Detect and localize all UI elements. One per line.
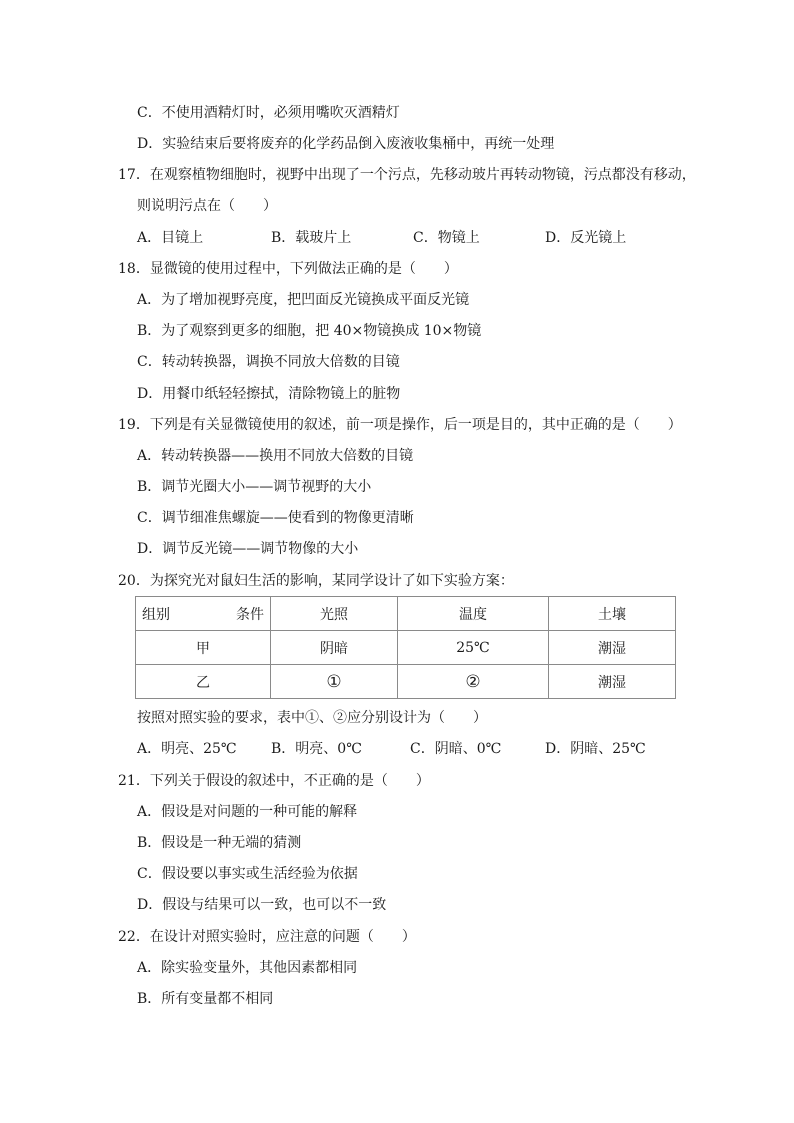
q19-option-b: B．调节光圈大小——调节视野的大小: [137, 479, 372, 495]
header-light: 光照: [271, 597, 398, 631]
q19-option-a: A．转动转换器——换用不同放大倍数的目镜: [137, 448, 414, 464]
q16-option-d: D．实验结束后要将废弃的化学药品倒入废液收集桶中，再统一处理: [137, 136, 555, 152]
q20-option-d: D．阴暗、25℃: [545, 741, 646, 757]
experiment-table: [135, 596, 676, 699]
q17-stem-cont: 则说明污点在（ ）: [137, 198, 277, 214]
q18-option-b: B．为了观察到更多的细胞，把 40×物镜换成 10×物镜: [137, 323, 482, 339]
q19-stem: 19．下列是有关显微镜使用的叙述，前一项是操作，后一项是目的，其中正确的是（ ）: [118, 417, 682, 433]
q20-option-c: C．阴暗、0℃: [410, 741, 502, 757]
q17-option-a: A．目镜上: [137, 230, 204, 246]
q18-option-d: D．用餐巾纸轻轻擦拭，清除物镜上的脏物: [137, 386, 401, 402]
q21-option-d: D．假设与结果可以一致，也可以不一致: [137, 897, 387, 913]
q17-stem: 17．在观察植物细胞时，视野中出现了一个污点，先移动玻片再转动物镜，污点都没有移动，: [118, 167, 696, 183]
q20-option-b: B．明亮、0℃: [271, 741, 362, 757]
table-row: [136, 631, 676, 665]
table-header-group-condition: [136, 597, 271, 631]
q21-stem: 21．下列关于假设的叙述中，不正确的是（ ）: [118, 773, 430, 789]
q21-option-c: C．假设要以事实或生活经验为依据: [137, 866, 358, 882]
table-row: [136, 665, 676, 699]
row-temperature: 25℃: [397, 631, 548, 665]
header-group-label: 组别: [142, 606, 170, 623]
row-soil: 潮湿: [548, 631, 675, 665]
q19-option-c: C．调节细准焦螺旋——使看到的物像更清晰: [137, 510, 414, 526]
q22-stem: 22．在设计对照实验时，应注意的问题（ ）: [118, 929, 416, 945]
row-light: 阴暗: [271, 631, 398, 665]
q18-option-c: C．转动转换器，调换不同放大倍数的目镜: [137, 354, 400, 370]
q17-options: [137, 229, 697, 247]
q19-option-d: D．调节反光镜——调节物像的大小: [137, 541, 359, 557]
table-header-row: [136, 597, 676, 631]
row-group: 甲: [136, 631, 271, 665]
header-condition-label: 条件: [236, 606, 264, 623]
q22-option-a: A．除实验变量外，其他因素都相同: [137, 960, 358, 976]
row-group: 乙: [136, 665, 271, 699]
q20-options: [137, 740, 697, 758]
q18-stem: 18．显微镜的使用过程中，下列做法正确的是（ ）: [118, 261, 458, 277]
q20-stem: 20．为探究光对鼠妇生活的影响，某同学设计了如下实验方案：: [118, 573, 514, 589]
q16-option-c: C．不使用酒精灯时，必须用嘴吹灭酒精灯: [137, 105, 400, 121]
header-soil: 土壤: [548, 597, 675, 631]
row-temperature: ②: [397, 665, 548, 699]
header-temperature: 温度: [397, 597, 548, 631]
row-soil: 潮湿: [548, 665, 675, 699]
q20-follow-up: 按照对照实验的要求，表中①、②应分别设计为（ ）: [137, 710, 487, 726]
q18-option-a: A．为了增加视野亮度，把凹面反光镜换成平面反光镜: [137, 292, 470, 308]
q17-option-b: B．载玻片上: [271, 230, 352, 246]
q20-option-a: A．明亮、25℃: [137, 741, 237, 757]
q17-option-d: D．反光镜上: [545, 230, 627, 246]
q22-option-b: B．所有变量都不相同: [137, 991, 274, 1007]
q21-option-b: B．假设是一种无端的猜测: [137, 835, 302, 851]
q17-option-c: C．物镜上: [413, 230, 480, 246]
row-light: ①: [271, 665, 398, 699]
q21-option-a: A．假设是对问题的一种可能的解释: [137, 804, 358, 820]
